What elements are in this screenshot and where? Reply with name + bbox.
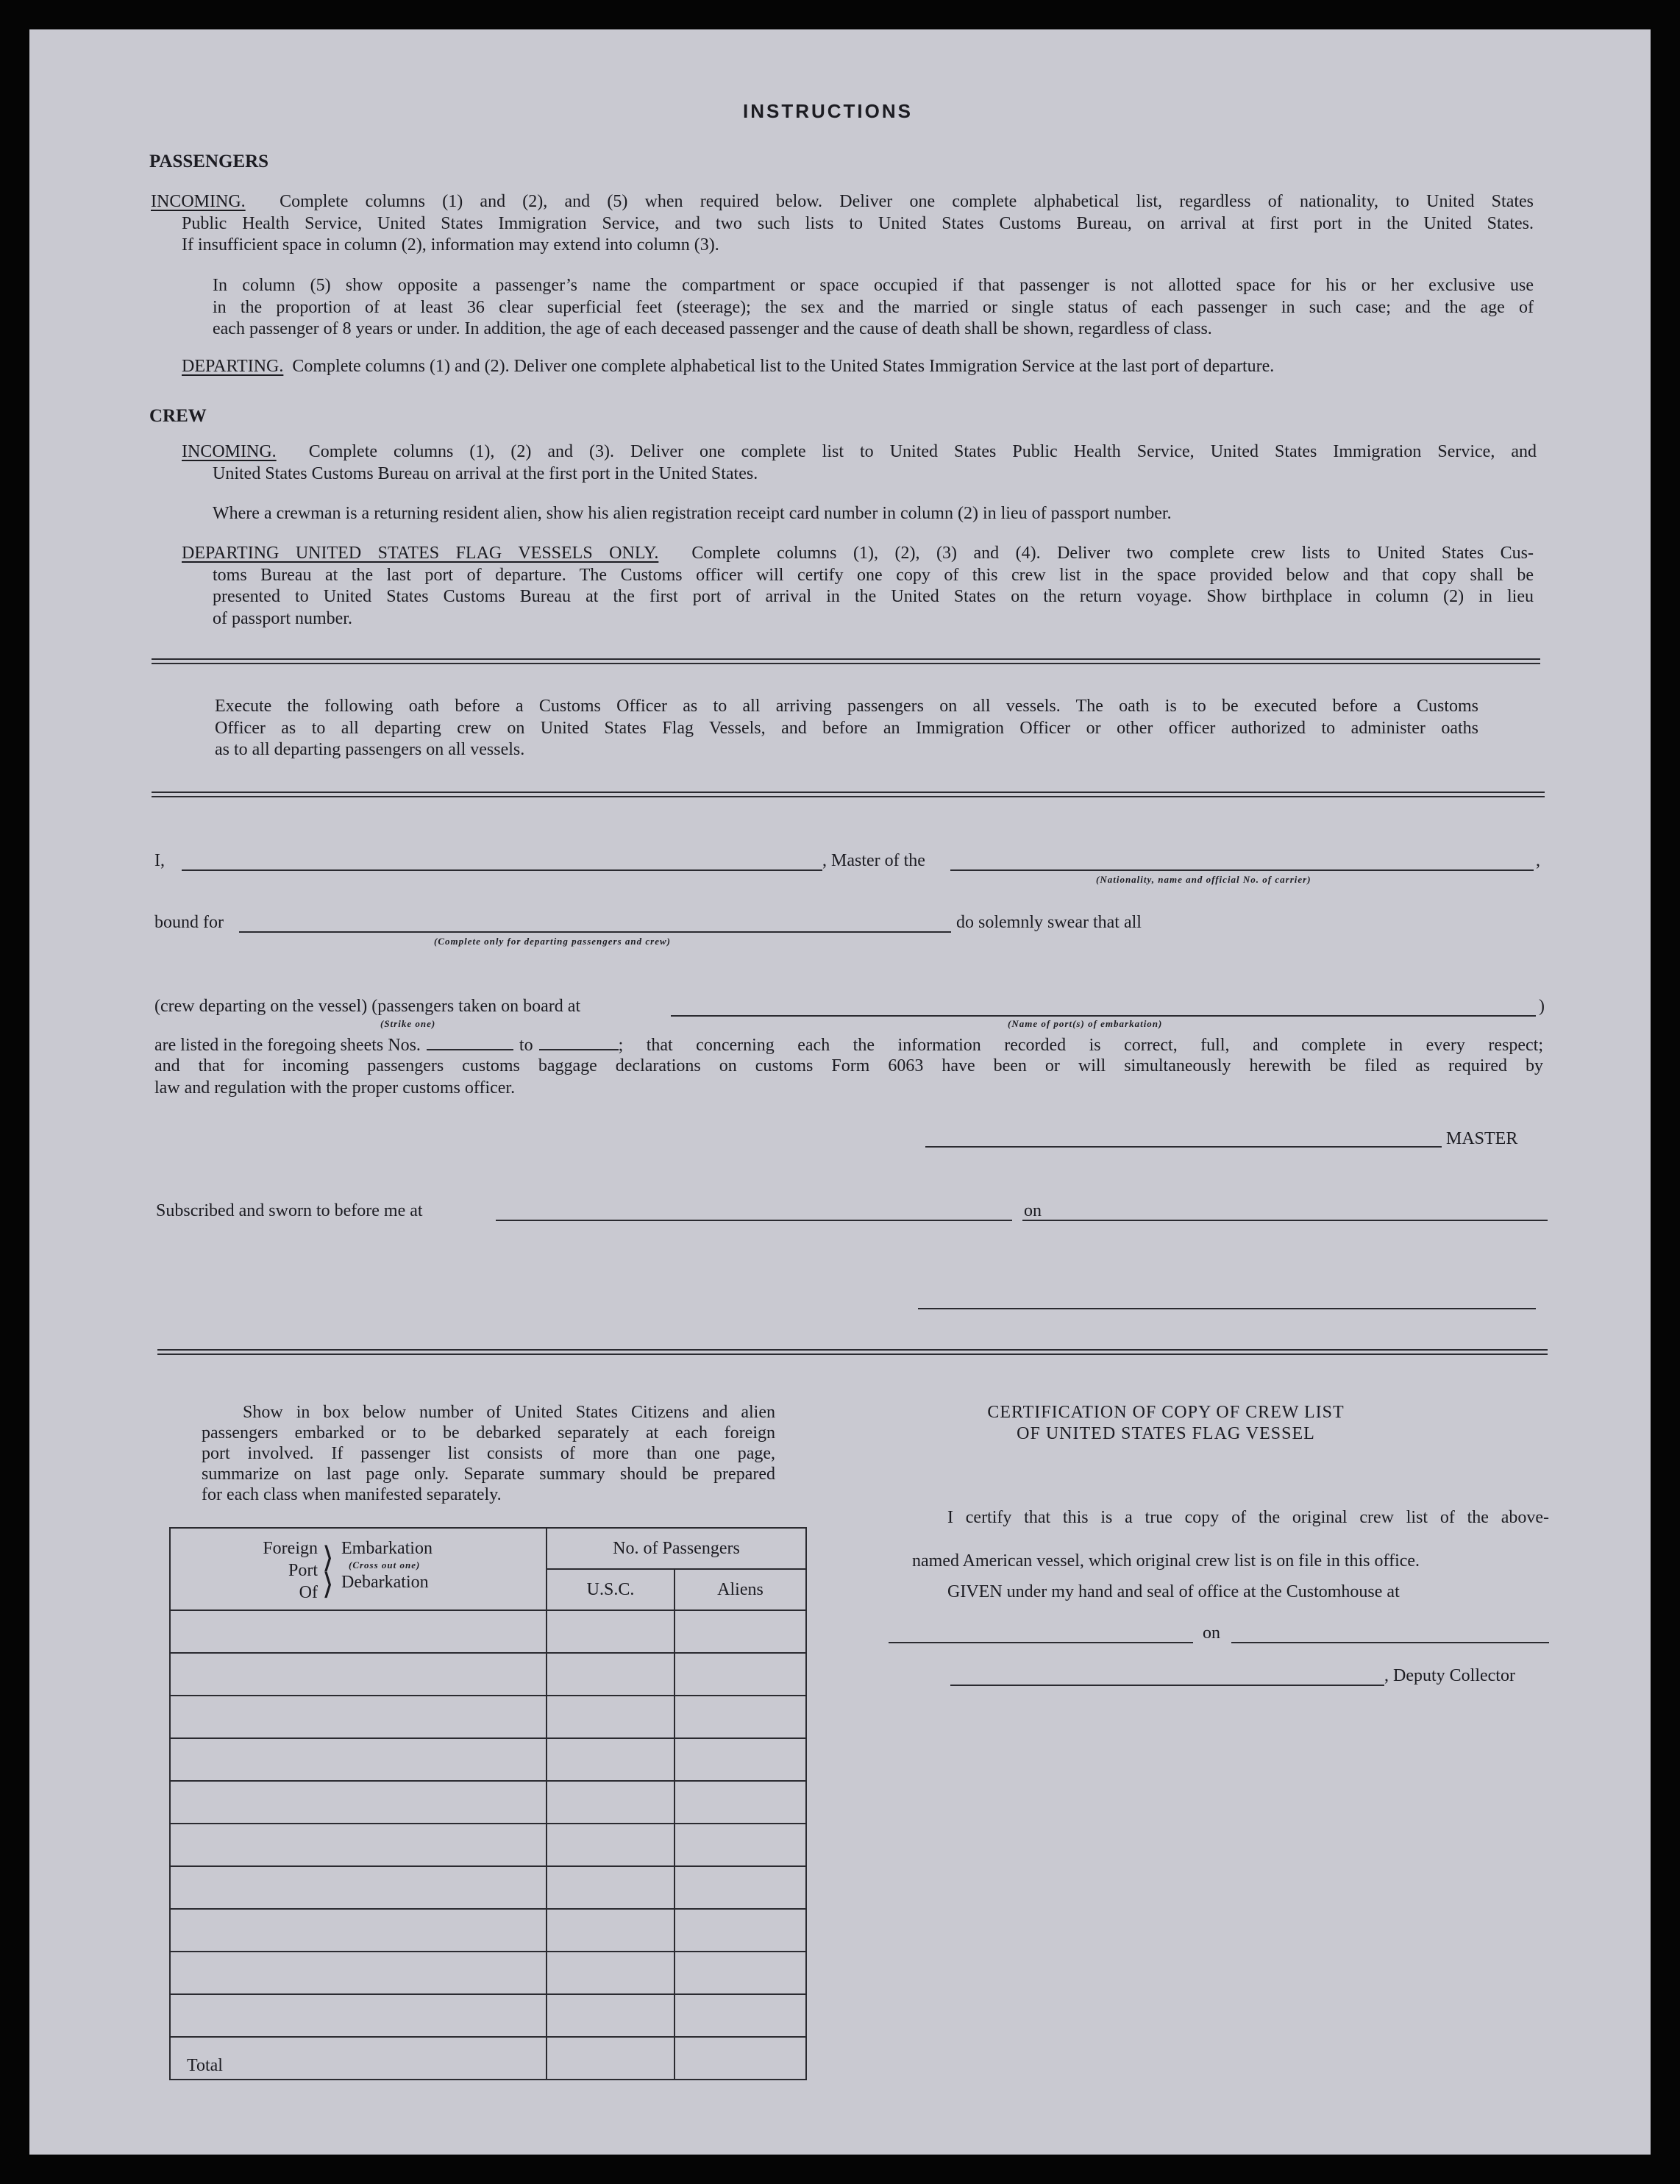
sworn-on-label: on (1024, 1201, 1042, 1220)
passengers-incoming-label: INCOMING. (151, 192, 246, 211)
debarkation-label: Debarkation (341, 1573, 429, 1592)
master-signature-field[interactable] (925, 1146, 1442, 1148)
listed-suffix: ; that concerning each the information recorded is correct, full, and complete in every respect; (618, 1036, 1543, 1055)
oath-intro-line: as to all departing passengers on all vessels. (215, 740, 525, 759)
page-title: INSTRUCTIONS (743, 100, 913, 122)
embarkation-label: Embarkation (341, 1539, 433, 1558)
foreign-label: Foreign (263, 1539, 318, 1558)
carrier-caption: (Nationality, name and official No. of carrier) (1096, 874, 1311, 885)
deputy-signature-field[interactable] (950, 1685, 1384, 1686)
divider-double (157, 1349, 1548, 1355)
carrier-field[interactable] (950, 869, 1534, 871)
usc-total-cell[interactable] (547, 2037, 675, 2080)
usc-cell[interactable] (547, 1824, 675, 1866)
listed-sheets-line (154, 1034, 1543, 1056)
aliens-cell[interactable] (675, 1824, 806, 1866)
port-header-cell (170, 1528, 547, 1610)
usc-cell[interactable] (547, 1994, 675, 2037)
aliens-cell[interactable] (675, 1738, 806, 1781)
passengers-column5-paragraph (213, 275, 1534, 341)
crew-passengers-label: (crew departing on the vessel) (passengers taken on board at (154, 997, 581, 1016)
certification-date-field[interactable] (1231, 1642, 1549, 1643)
passengers-departing-text: Complete columns (1) and (2). Deliver one complete alphabetical list to the United States Immigration Service at the last port of departure. (292, 357, 1275, 376)
oath-line: and that for incoming passengers customs baggage declarations on customs Form 6063 have been or will simultaneously herewith be filed as required by (154, 1056, 1543, 1075)
divider-double (152, 792, 1545, 797)
aliens-header: Aliens (675, 1569, 806, 1610)
usc-cell[interactable] (547, 1909, 675, 1952)
port-cell[interactable] (170, 1866, 547, 1909)
subscribed-label: Subscribed and sworn to before me at (156, 1201, 423, 1220)
oath-i-label: I, (154, 851, 165, 870)
crew-departing-label: DEPARTING UNITED STATES FLAG VESSELS ONLY. (182, 544, 659, 563)
table-row (170, 1781, 806, 1824)
bound-for-label: bound for (154, 913, 224, 932)
usc-cell[interactable] (547, 1610, 675, 1653)
master-name-field[interactable] (182, 869, 822, 871)
certify-line: I certify that this is a true copy of the original crew list of the above- (947, 1508, 1549, 1527)
usc-cell[interactable] (547, 1952, 675, 1994)
strike-one-caption: (Strike one) (380, 1018, 436, 1029)
certification-title-line: CERTIFICATION OF COPY OF CREW LIST (987, 1403, 1345, 1422)
listed-prefix: are listed in the foregoing sheets Nos. (154, 1036, 421, 1055)
deputy-collector-label: , Deputy Collector (1384, 1666, 1515, 1685)
crew-incoming-line: Complete columns (1), (2) and (3). Deliver one complete list to United States Public Health Service, United States Immigration Service, and (308, 442, 1537, 461)
passengers-incoming-paragraph (151, 191, 1534, 257)
table-row (170, 1696, 806, 1738)
port-cell[interactable] (170, 1994, 547, 2037)
table-row (170, 1738, 806, 1781)
officer-signature-field[interactable] (918, 1308, 1536, 1309)
aliens-cell[interactable] (675, 1909, 806, 1952)
summary-line: Show in box below number of United States Citizens and alien (243, 1403, 775, 1422)
listed-to: to (519, 1036, 533, 1055)
crew-incoming-paragraph (182, 441, 1537, 485)
aliens-cell[interactable] (675, 1866, 806, 1909)
aliens-cell[interactable] (675, 1696, 806, 1738)
oath-intro-paragraph (215, 696, 1478, 761)
sworn-at-field[interactable] (496, 1220, 1012, 1221)
usc-cell[interactable] (547, 1653, 675, 1696)
usc-cell[interactable] (547, 1696, 675, 1738)
passengers-departing (182, 356, 1274, 377)
aliens-total-cell[interactable] (675, 2037, 806, 2080)
aliens-cell[interactable] (675, 1952, 806, 1994)
crew-incoming-label: INCOMING. (182, 442, 277, 461)
port-cell[interactable] (170, 1696, 547, 1738)
port-cell[interactable] (170, 1909, 547, 1952)
usc-header: U.S.C. (547, 1569, 675, 1610)
column5-line: In column (5) show opposite a passenger’s name the compartment or space occupied if that passenger is not allotted space for his or her exclusive use (213, 276, 1534, 295)
port-cell[interactable] (170, 1738, 547, 1781)
table-row (170, 1952, 806, 1994)
ports-field[interactable] (671, 1015, 1536, 1017)
port-cell[interactable] (170, 1610, 547, 1653)
port-cell[interactable] (170, 1653, 547, 1696)
port-cell[interactable] (170, 1824, 547, 1866)
crew-departing-line: presented to United States Customs Bureau at the first port of arrival in the United States on the return voyage. Show birthplace in column (2) in lieu (213, 587, 1534, 606)
sheet-from-field[interactable] (427, 1034, 513, 1050)
brace-icon: ⟩ (322, 1568, 334, 1601)
summary-instructions (202, 1402, 775, 1505)
oath-line: law and regulation with the proper customs officer. (154, 1078, 516, 1098)
certification-title-line: OF UNITED STATES FLAG VESSEL (1017, 1424, 1315, 1443)
total-row (170, 2037, 806, 2080)
table-row (170, 1653, 806, 1696)
crew-departing-paragraph (182, 543, 1534, 630)
close-paren: ) (1539, 997, 1545, 1016)
total-label: Total (170, 2037, 547, 2080)
table-row (170, 1824, 806, 1866)
sworn-date-field[interactable] (1022, 1220, 1548, 1221)
usc-cell[interactable] (547, 1781, 675, 1824)
aliens-cell[interactable] (675, 1610, 806, 1653)
swear-label: do solemnly swear that all (956, 913, 1142, 932)
crew-departing-line: of passport number. (213, 608, 352, 628)
passengers-incoming-line: If insufficient space in column (2), information may extend into column (3). (182, 235, 719, 255)
ports-caption: (Name of port(s) of embarkation) (1008, 1018, 1163, 1029)
customhouse-field[interactable] (889, 1642, 1193, 1643)
given-line: GIVEN under my hand and seal of office at the Customhouse at (947, 1582, 1400, 1601)
no-of-passengers-header: No. of Passengers (547, 1528, 806, 1569)
summary-line: port involved. If passenger list consists of more than one page, (202, 1444, 775, 1463)
oath-intro-line: Execute the following oath before a Customs Officer as to all arriving passengers on all vessels. The oath is to be executed before a Customs (215, 697, 1478, 716)
aliens-cell[interactable] (675, 1994, 806, 2037)
certify-line: named American vessel, which original crew list is on file in this office. (912, 1551, 1420, 1571)
table-row (170, 1994, 806, 2037)
divider-double (152, 658, 1540, 664)
master-label: MASTER (1446, 1129, 1518, 1148)
carrier-trailing-comma: , (1536, 851, 1540, 870)
certification-on-label: on (1203, 1623, 1220, 1643)
summary-line: passengers embarked or to be debarked separately at each foreign (202, 1423, 775, 1443)
port-label: Port (288, 1561, 318, 1580)
aliens-cell[interactable] (675, 1781, 806, 1824)
sheet-to-field[interactable] (539, 1034, 619, 1050)
passenger-summary-table (169, 1527, 807, 2080)
passengers-incoming-line: Complete columns (1) and (2), and (5) when required below. Deliver one complete alphabetical list, regardless of nationality, to United States (280, 192, 1534, 211)
crew-departing-line: Complete columns (1), (2), (3) and (4). Deliver two complete crew lists to United States Cus- (691, 544, 1534, 563)
table-row (170, 1610, 806, 1653)
bound-caption: (Complete only for departing passengers and crew) (434, 936, 671, 947)
of-label: Of (299, 1583, 318, 1602)
table-row (170, 1866, 806, 1909)
summary-line: summarize on last page only. Separate summary should be prepared (202, 1465, 775, 1484)
form-page (29, 29, 1651, 2155)
oath-continuation (154, 1056, 1543, 1099)
bound-for-field[interactable] (239, 931, 951, 933)
usc-cell[interactable] (547, 1866, 675, 1909)
port-cell[interactable] (170, 1781, 547, 1824)
crew-resident-alien: Where a crewman is a returning resident alien, show his alien registration receipt card number in column (2) in lieu of passport number. (213, 504, 1172, 523)
usc-cell[interactable] (547, 1738, 675, 1781)
crew-incoming-line: United States Customs Bureau on arrival at the first port in the United States. (213, 463, 758, 483)
cross-out-label: (Cross out one) (349, 1559, 421, 1571)
brace-icon: ⟩ (322, 1541, 334, 1574)
certification-text (912, 1496, 1549, 1583)
column5-line: each passenger of 8 years or under. In addition, the age of each deceased passenger and the cause of death shall be shown, regardless of class. (213, 319, 1212, 338)
crew-heading: CREW (149, 406, 207, 426)
crew-departing-line: toms Bureau at the last port of departure. The Customs officer will certify one copy of this crew list in the space provided below and that copy shall be (213, 565, 1534, 585)
oath-intro-line: Officer as to all departing crew on United States Flag Vessels, and before an Immigration Officer or other officer authorized to administer oaths (215, 718, 1478, 738)
master-of-label: , Master of the (822, 851, 925, 870)
port-cell[interactable] (170, 1952, 547, 1994)
passengers-incoming-line: Public Health Service, United States Immigration Service, and two such lists to United States Customs Bureau, on arrival at first port in the United States. (182, 213, 1534, 233)
table-row (170, 1909, 806, 1952)
summary-line: for each class when manifested separately. (202, 1485, 502, 1504)
column5-line: in the proportion of at least 36 clear superficial feet (steerage); the sex and the married or single status of each passenger in such case; and the age of (213, 297, 1534, 317)
passengers-heading: PASSENGERS (149, 152, 269, 171)
passengers-departing-label: DEPARTING. (182, 357, 284, 376)
aliens-cell[interactable] (675, 1653, 806, 1696)
certification-title (897, 1402, 1434, 1445)
